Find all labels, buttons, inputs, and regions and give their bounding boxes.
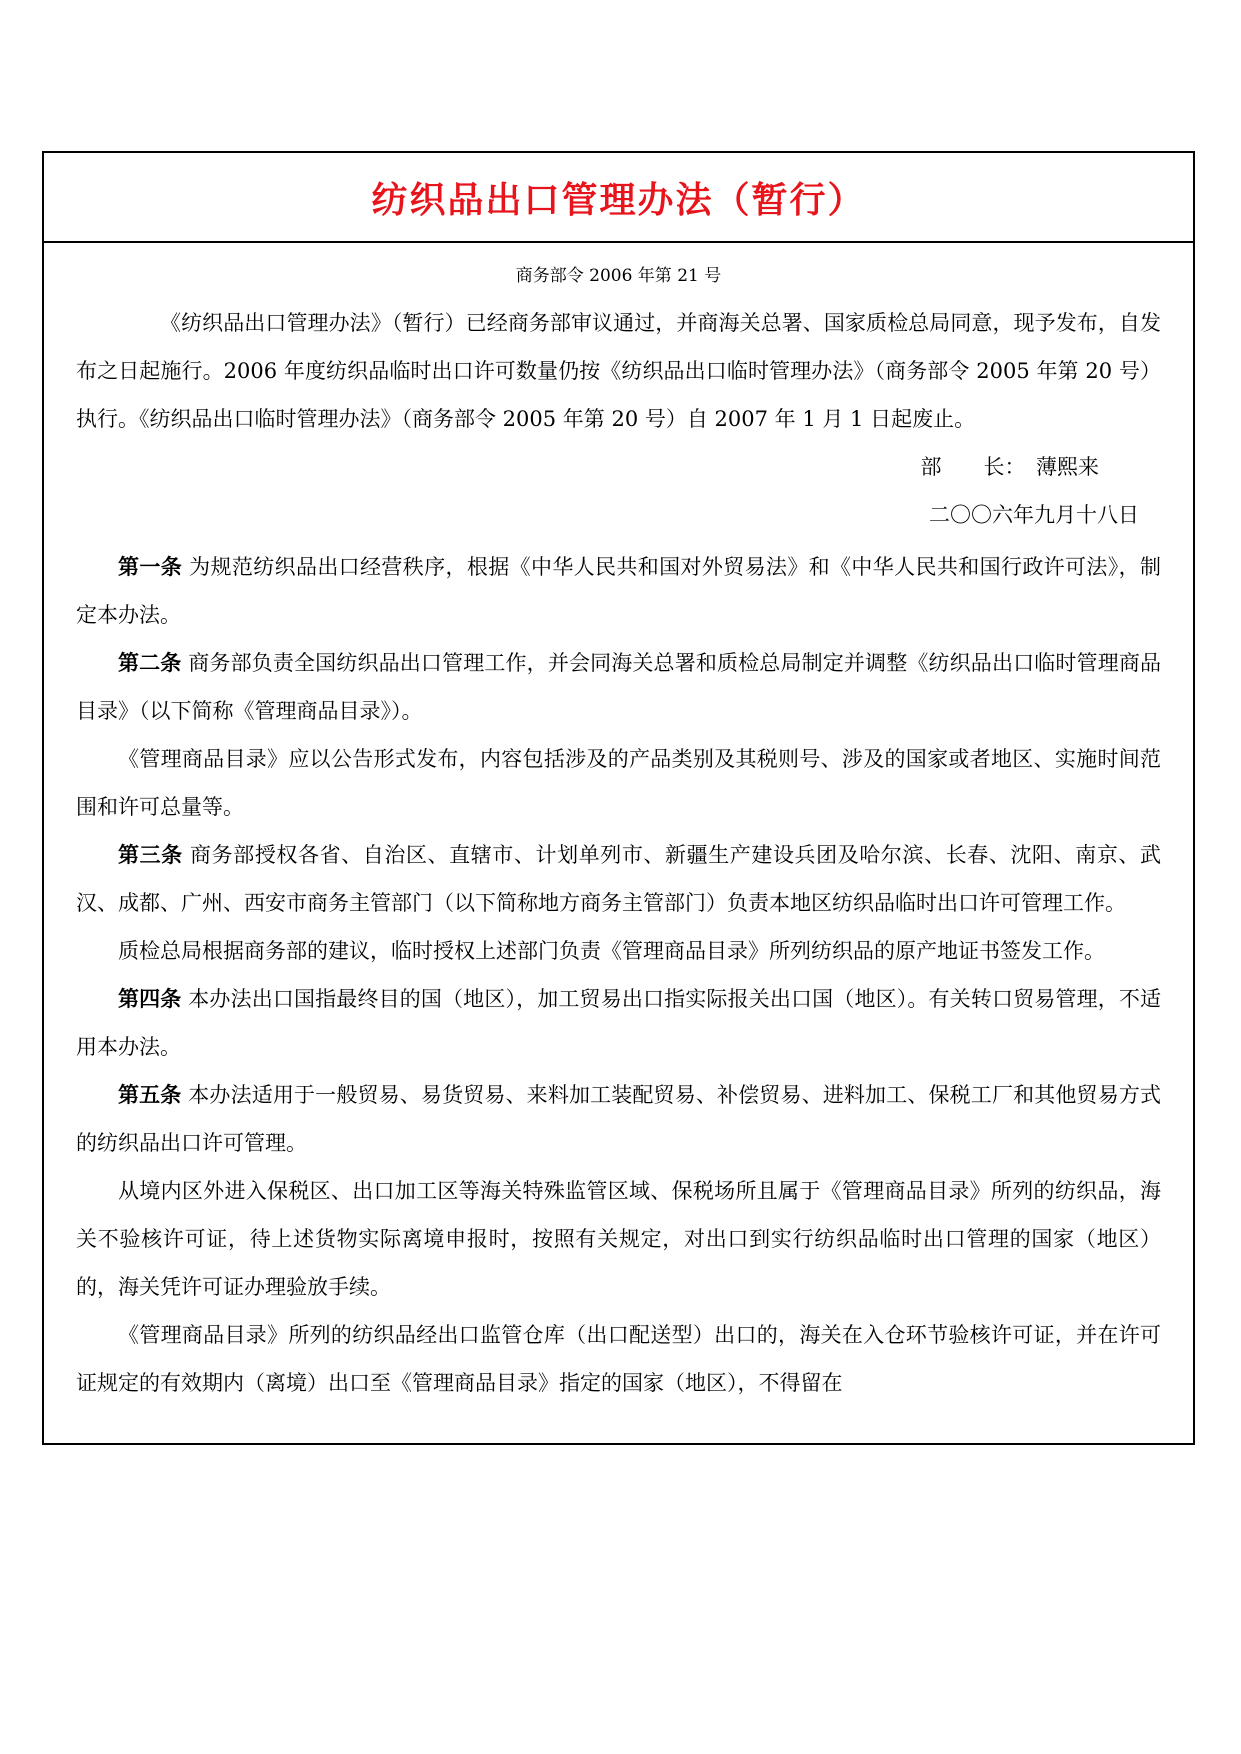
article-number: 第三条 (118, 842, 183, 867)
article-5-paragraph-2: 从境内区外进入保税区、出口加工区等海关特殊监管区域、保税场所且属于《管理商品目录》所列的纺织品，海关不验核许可证，待上述货物实际离境申报时，按照有关规定，对出口到实行纺织品临时出口管理的国家（地区）的，海关凭许可证办理验放手续。 (76, 1179, 1161, 1299)
article-1 (76, 543, 1161, 639)
title-box (44, 153, 1193, 243)
article-text: 商务部负责全国纺织品出口管理工作，并会同海关总署和质检总局制定并调整《纺织品出口临时管理商品目录》（以下简称《管理商品目录》）。 (76, 651, 1161, 723)
article-text: 本办法适用于一般贸易、易货贸易、来料加工装配贸易、补偿贸易、进料加工、保税工厂和其他贸易方式的纺织品出口许可管理。 (76, 1083, 1161, 1155)
article-4 (76, 975, 1161, 1071)
article-2 (76, 639, 1161, 735)
article-text: 商务部授权各省、自治区、直辖市、计划单列市、新疆生产建设兵团及哈尔滨、长春、沈阳、南京、武汉、成都、广州、西安市商务主管部门（以下简称地方商务主管部门）负责本地区纺织品临时出口许可管理工作。 (76, 843, 1161, 915)
article-text: 为规范纺织品出口经营秩序，根据《中华人民共和国对外贸易法》和《中华人民共和国行政许可法》，制定本办法。 (76, 555, 1161, 627)
decree-number: 商务部令 2006 年第 21 号 (515, 266, 722, 286)
article-text: 本办法出口国指最终目的国（地区），加工贸易出口指实际报关出口国（地区）。有关转口贸易管理，不适用本办法。 (76, 987, 1162, 1059)
document-frame (42, 151, 1195, 1445)
intro-paragraph: 《纺织品出口管理办法》（暂行）已经商务部审议通过，并商海关总署、国家质检总局同意，现予发布，自发布之日起施行。2006 年度纺织品临时出口许可数量仍按《纺织品出口临时管理办法》（商务部令 2005 年第 20 号）执行。《纺织品出口临时管理办法》（商务部令 2005 年第 20 号）自 2007 年 1 月 1 日起废止。 (76, 311, 1161, 431)
article-number: 第五条 (118, 1082, 182, 1107)
article-number: 第二条 (118, 650, 182, 675)
article-number: 第一条 (118, 554, 183, 579)
article-3 (76, 831, 1161, 927)
article-3-paragraph-2: 质检总局根据商务部的建议，临时授权上述部门负责《管理商品目录》所列纺织品的原产地证书签发工作。 (118, 939, 1105, 963)
document-body (44, 263, 1193, 1407)
article-5 (76, 1071, 1161, 1167)
article-number: 第四条 (118, 986, 182, 1011)
article-2-paragraph-2: 《管理商品目录》应以公告形式发布，内容包括涉及的产品类别及其税则号、涉及的国家或者地区、实施时间范围和许可总量等。 (76, 747, 1161, 819)
article-5-paragraph-3: 《管理商品目录》所列的纺织品经出口监管仓库（出口配送型）出口的，海关在入仓环节验核许可证，并在许可证规定的有效期内（离境）出口至《管理商品目录》指定的国家（地区），不得留在 (76, 1323, 1161, 1395)
document-title: 纺织品出口管理办法（暂行） (371, 178, 866, 221)
signature-date: 二〇〇六年九月十八日 (929, 503, 1139, 527)
minister-signature: 部 长： 薄熙来 (920, 455, 1099, 479)
